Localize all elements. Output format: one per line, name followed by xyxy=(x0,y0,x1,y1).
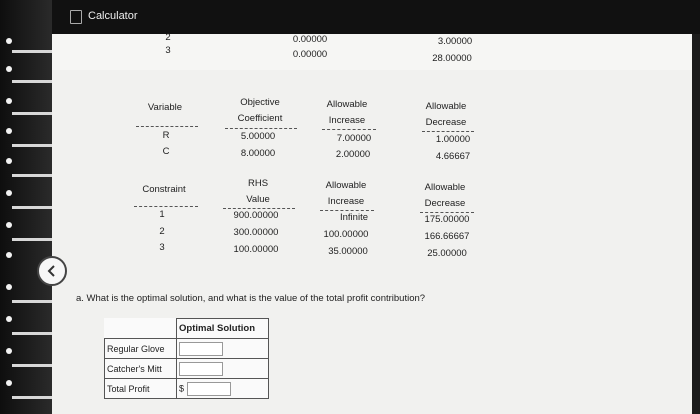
header-variable: Variable xyxy=(147,102,183,113)
bullet-dot xyxy=(6,158,12,164)
header-rhs: RHS xyxy=(247,178,269,189)
divider xyxy=(12,364,52,367)
dashed-separator xyxy=(225,128,297,129)
dashed-separator xyxy=(136,126,198,127)
constraint-name: 3 xyxy=(159,242,165,253)
dashed-separator xyxy=(422,131,474,132)
objective-coefficient: 5.00000 xyxy=(240,131,276,142)
allowable-decrease: 175.00000 xyxy=(424,214,470,225)
chevron-left-icon xyxy=(45,264,59,278)
variable-name: C xyxy=(162,146,170,157)
dashed-separator xyxy=(322,129,376,130)
row-value: 0.00000 xyxy=(292,34,328,45)
header-allowable: Allowable xyxy=(424,182,466,193)
allowable-increase: 100.00000 xyxy=(323,229,369,240)
objective-coefficient: 8.00000 xyxy=(240,148,276,159)
document-icon xyxy=(70,10,82,24)
allowable-decrease: 4.66667 xyxy=(435,151,471,162)
variable-name: R xyxy=(162,130,170,141)
row-range: 3.00000 xyxy=(437,36,473,47)
divider xyxy=(12,206,52,209)
header-objective: Objective xyxy=(240,97,280,108)
currency-symbol: $ xyxy=(179,382,185,393)
header-decrease: Decrease xyxy=(424,198,466,209)
bullet-dot xyxy=(6,98,12,104)
question-text: a. What is the optimal solution, and what is the value of the total profit contribution? xyxy=(76,293,426,304)
row-value: 0.00000 xyxy=(292,49,328,60)
divider xyxy=(12,396,52,399)
row-label-catchers-mitt: Catcher's Mitt xyxy=(105,359,177,379)
allowable-decrease: 25.00000 xyxy=(427,248,467,259)
allowable-increase: 7.00000 xyxy=(336,133,372,144)
header-coefficient: Coefficient xyxy=(237,113,283,124)
constraint-name: 2 xyxy=(159,226,165,237)
header-increase: Increase xyxy=(327,196,365,207)
answer-table xyxy=(104,318,269,399)
divider xyxy=(12,112,52,115)
rhs-value: 300.00000 xyxy=(233,227,279,238)
allowable-increase: 35.00000 xyxy=(328,246,368,257)
rhs-value: 900.00000 xyxy=(233,210,279,221)
optimal-solution-header: Optimal Solution xyxy=(177,319,269,339)
window-titlebar xyxy=(52,0,700,34)
row-number: 2 xyxy=(165,32,171,43)
left-panel-strip xyxy=(0,0,52,414)
row-label-regular-glove: Regular Glove xyxy=(105,339,177,359)
empty-corner-cell xyxy=(105,319,177,339)
window-title: Calculator xyxy=(88,10,138,22)
divider xyxy=(12,332,52,335)
bullet-dot xyxy=(6,66,12,72)
allowable-increase: 2.00000 xyxy=(335,149,371,160)
header-allowable: Allowable xyxy=(326,99,368,110)
dashed-separator xyxy=(420,212,474,213)
header-allowable: Allowable xyxy=(425,101,467,112)
row-number: 3 xyxy=(165,45,171,56)
allowable-decrease: 1.00000 xyxy=(435,134,471,145)
dashed-separator xyxy=(223,208,295,209)
bullet-dot xyxy=(6,380,12,386)
dashed-separator xyxy=(134,206,198,207)
bullet-dot xyxy=(6,38,12,44)
divider xyxy=(12,50,52,53)
divider xyxy=(12,300,52,303)
divider xyxy=(12,238,52,241)
catchers-mitt-input[interactable] xyxy=(179,362,223,376)
row-label-total-profit: Total Profit xyxy=(105,379,177,399)
total-profit-cell xyxy=(177,379,269,399)
divider xyxy=(12,144,52,147)
bullet-dot xyxy=(6,222,12,228)
constraint-name: 1 xyxy=(159,209,165,220)
allowable-decrease: 166.66667 xyxy=(424,231,470,242)
bullet-dot xyxy=(6,128,12,134)
back-button[interactable] xyxy=(37,256,67,286)
divider xyxy=(12,174,52,177)
catchers-mitt-cell xyxy=(177,359,269,379)
bullet-dot xyxy=(6,348,12,354)
header-decrease: Decrease xyxy=(425,117,467,128)
dashed-separator xyxy=(320,210,374,211)
bullet-dot xyxy=(6,284,12,290)
regular-glove-input[interactable] xyxy=(179,342,223,356)
divider xyxy=(12,80,52,83)
header-value: Value xyxy=(246,194,270,205)
header-constraint: Constraint xyxy=(142,184,186,195)
header-increase: Increase xyxy=(328,115,366,126)
regular-glove-cell xyxy=(177,339,269,359)
total-profit-input[interactable] xyxy=(187,382,231,396)
header-allowable: Allowable xyxy=(325,180,367,191)
bullet-dot xyxy=(6,316,12,322)
rhs-value: 100.00000 xyxy=(233,244,279,255)
bullet-dot xyxy=(6,190,12,196)
bullet-dot xyxy=(6,252,12,258)
report-sheet-top xyxy=(52,34,692,70)
allowable-increase: Infinite xyxy=(340,212,368,223)
row-range: 28.00000 xyxy=(432,53,472,64)
